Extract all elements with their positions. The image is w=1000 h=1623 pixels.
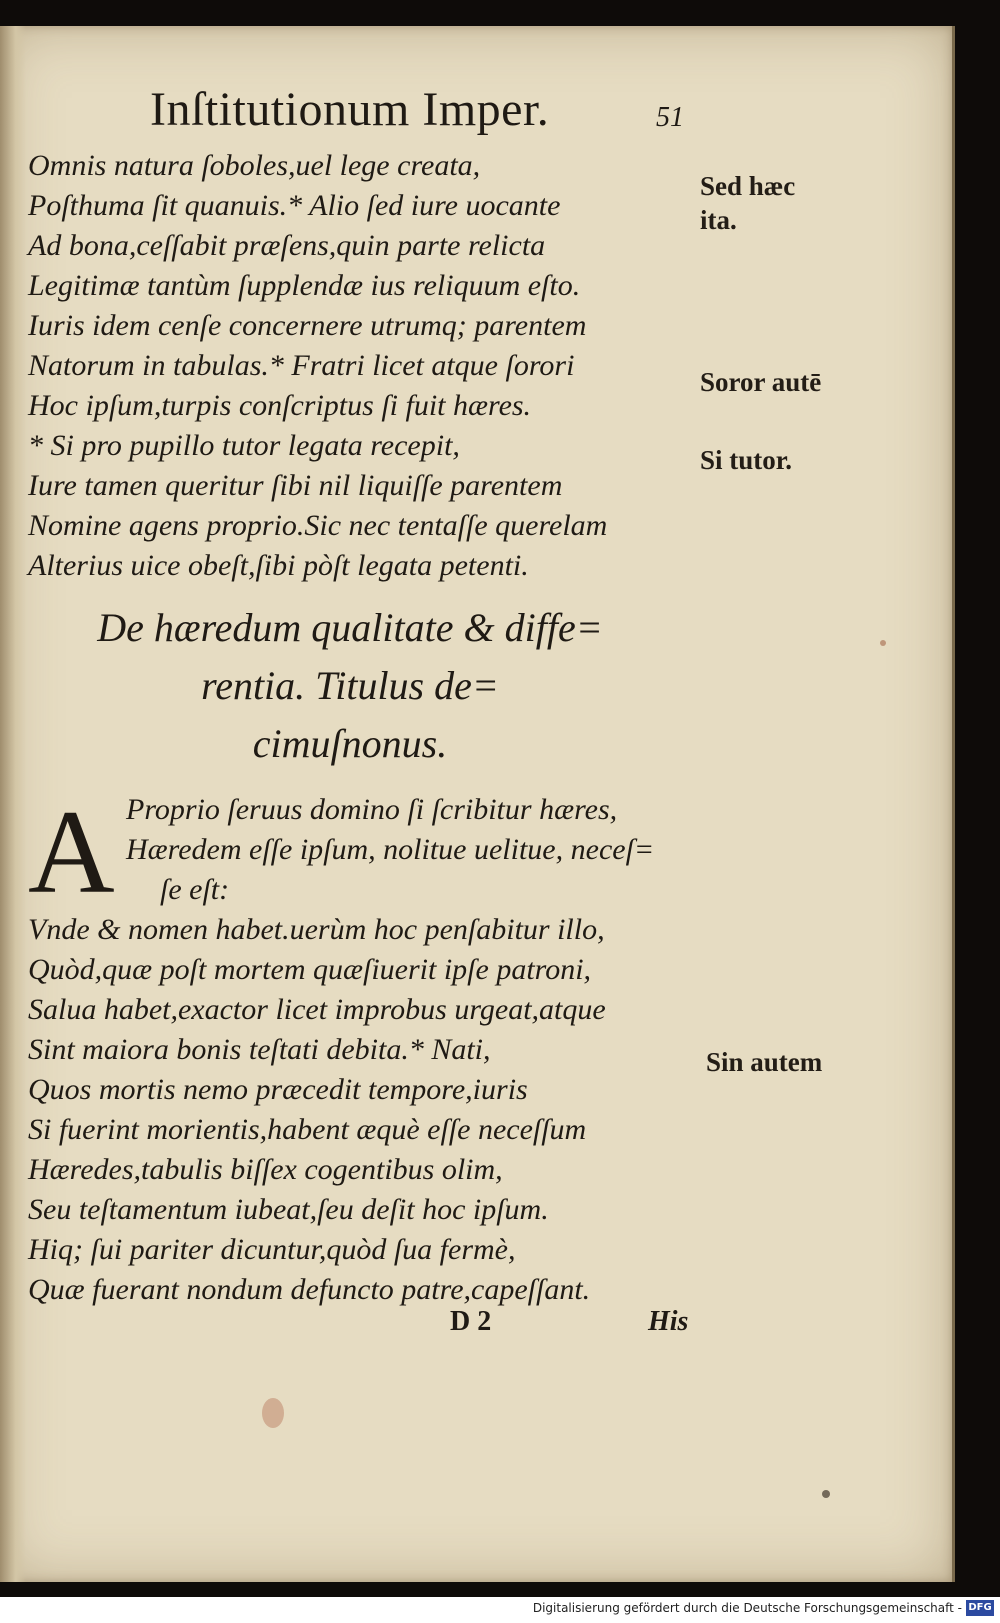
page-gutter-edge [0,26,26,1582]
verse-line: Vnde & nomen habet.uerùm hoc penſabitur illo, [28,913,605,946]
dfg-logo-icon[interactable]: DFG [966,1600,994,1616]
verse-line: Quæ fuerant nondum defuncto patre,capeſſant. [28,1273,591,1306]
verse-line: Quos mortis nemo præcedit tempore,iuris [28,1073,528,1106]
verse-line: Alterius uice obeſt,ſibi pòſt legata petenti. [28,549,529,582]
verse-line: * Si pro pupillo tutor legata recepit, [28,429,460,462]
running-head: Inſtitutionum Imper. [150,83,550,136]
ink-stain [262,1398,284,1428]
verse-line: Iuris idem cenſe concernere utrumq; parentem [28,309,587,342]
catchword: His [648,1306,689,1337]
verse-line: Seu teſtamentum iubeat,ſeu deſit hoc ipſum. [28,1193,549,1226]
section-title-line: De hæredum qualitate & diffe= [97,605,603,650]
paper-speck [880,640,886,646]
verse-line: Hæredem eſſe ipſum, nolitue uelitue, neceſ= [126,833,655,866]
verse-line: Ad bona,ceſſabit præſens,quin parte relicta [28,229,546,262]
marginal-note-sin-autem: Sin autem [706,1047,823,1077]
section-title-line: rentia. Titulus de= [201,663,499,708]
verse-line: Nomine agens proprio.Sic nec tentaſſe querelam [28,509,608,542]
verse-line: Poſthuma ſit quanuis.* Alio ſed iure uocante [28,189,561,222]
verse-line: Hiq; ſui pariter dicuntur,quòd ſua fermè, [28,1233,516,1266]
digitization-credit: Digitalisierung gefördert durch die Deutsche Forschungsgemeinschaft - [532,1601,962,1615]
verse-line: Natorum in tabulas.* Fratri licet atque ſorori [28,349,575,382]
marginal-note-sed-haec: Sed hæc [700,171,796,201]
section-title-line: cimuſnonus. [252,721,448,766]
verse-line: Iure tamen queritur ſibi nil liquiſſe parentem [28,469,563,502]
verse-line: Sint maiora bonis teſtati debita.* Nati, [28,1033,491,1066]
page-number: 51 [656,102,684,133]
verse-line: Legitimæ tantùm ſupplendæ ius reliquum eſto. [28,269,581,302]
verse-line: Si fuerint morientis,habent æquè eſſe neceſſum [28,1113,587,1146]
verse-line: ſe eſt: [160,873,230,906]
marginal-note-soror: Soror autē [700,367,822,397]
verse-line: Salua habet,exactor licet improbus urgeat,atque [28,993,606,1026]
verse-line: Proprio ſeruus domino ſi ſcribitur hæres, [126,793,618,826]
drop-cap: A [28,785,115,918]
marginal-note-si-tutor: Si tutor. [700,445,793,475]
paper-speck [822,1490,830,1498]
verse-line: Hoc ipſum,turpis conſcriptus ſi fuit hæres. [28,389,532,422]
verse-line: Hæredes,tabulis biſſex cogentibus olim, [28,1153,503,1186]
signature-mark: D 2 [450,1306,492,1337]
verse-line: Quòd,quæ poſt mortem quæſiuerit ipſe patroni, [28,953,592,986]
marginal-note-ita: ita. [700,205,737,235]
verse-line: Omnis natura ſoboles,uel lege creata, [28,149,481,182]
